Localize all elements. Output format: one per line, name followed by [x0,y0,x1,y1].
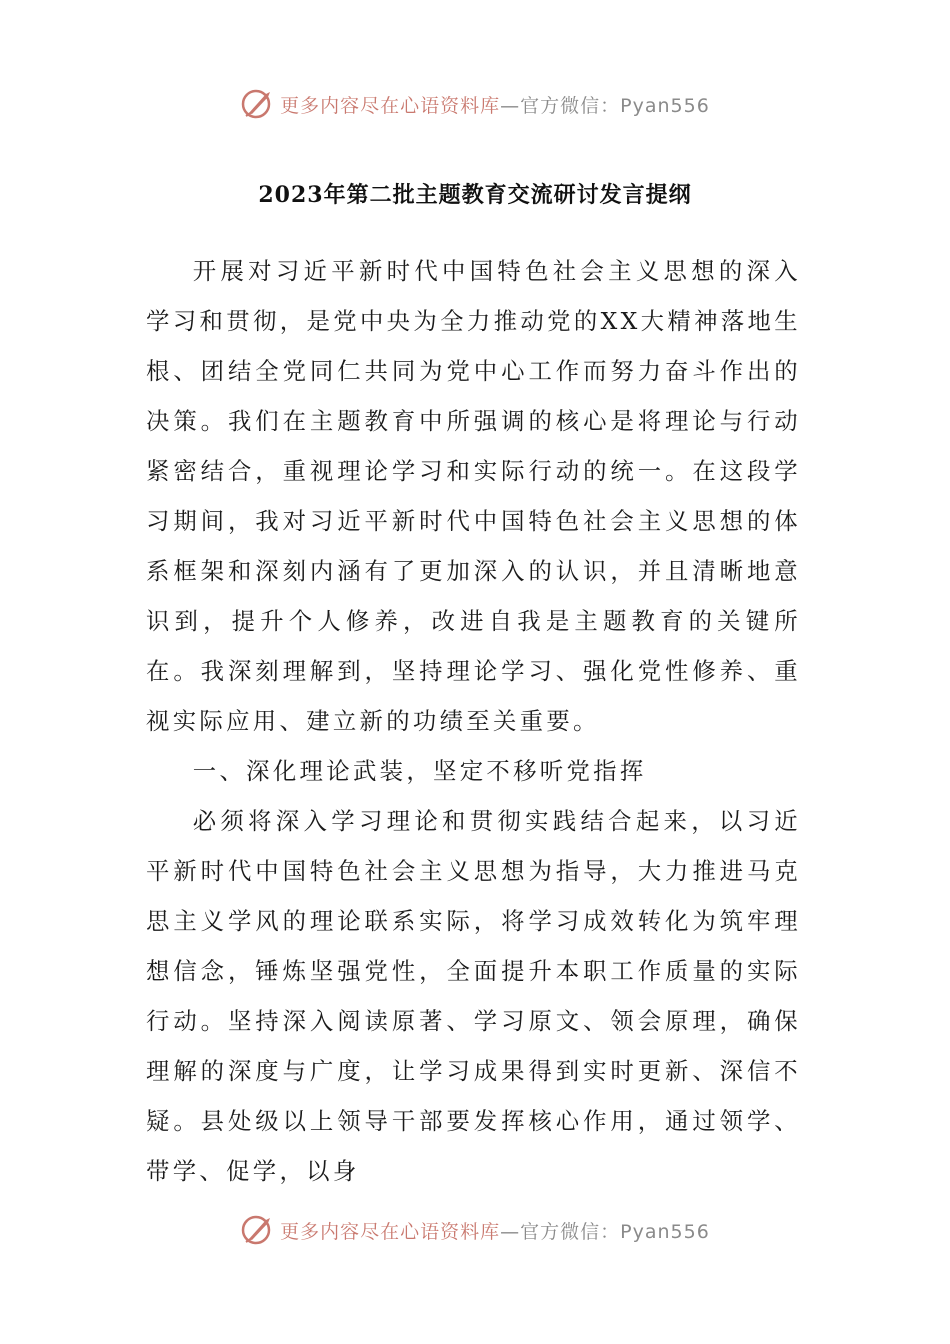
quill-logo-icon [240,86,276,122]
banner-dash: — [500,1220,521,1243]
banner-text [280,91,710,118]
section-heading-1: 一、深化理论武装，坚定不移听党指挥 [192,757,647,785]
document-body [146,246,801,1196]
banner-site-text: 更多内容尽在心语资料库 [280,1220,501,1243]
paragraph-section-1: 必须将深入学习理论和贯彻实践结合起来，以习近平新时代中国特色社会主义思想为指导，大力推进马克思主义学风的理论联系实际，将学习成效转化为筑牢理想信念，锤炼坚强党性，全面提升本职工作质量的实际行动。坚持深入阅读原著、学习原文、领会原理，确保理解的深度与广度，让学习成果得到实时更新、深信不疑。县处级以上领导干部要发挥核心作用，通过领学、带学、促学，以身 [146,807,801,1185]
header-watermark-banner [0,84,950,124]
banner-wechat-text: 官方微信：Pyan556 [520,1220,710,1243]
quill-logo-icon [240,1212,276,1248]
banner-site-text: 更多内容尽在心语资料库 [280,94,501,117]
banner-text [280,1217,710,1244]
banner-dash: — [500,94,521,117]
banner-wechat-text: 官方微信：Pyan556 [520,94,710,117]
document-title: 2023年第二批主题教育交流研讨发言提纲 [258,182,692,208]
paragraph-intro: 开展对习近平新时代中国特色社会主义思想的深入学习和贯彻，是党中央为全力推动党的XX大精神落地生根、团结全党同仁共同为党中心工作而努力奋斗作出的决策。我们在主题教育中所强调的核心是将理论与行动紧密结合，重视理论学习和实际行动的统一。在这段学习期间，我对习近平新时代中国特色社会主义思想的体系框架和深刻内涵有了更加深入的认识，并且清晰地意识到，提升个人修养，改进自我是主题教育的关键所在。我深刻理解到，坚持理论学习、强化党性修养、重视实际应用、建立新的功绩至关重要。 [146,257,801,735]
footer-watermark-banner [0,1210,950,1250]
